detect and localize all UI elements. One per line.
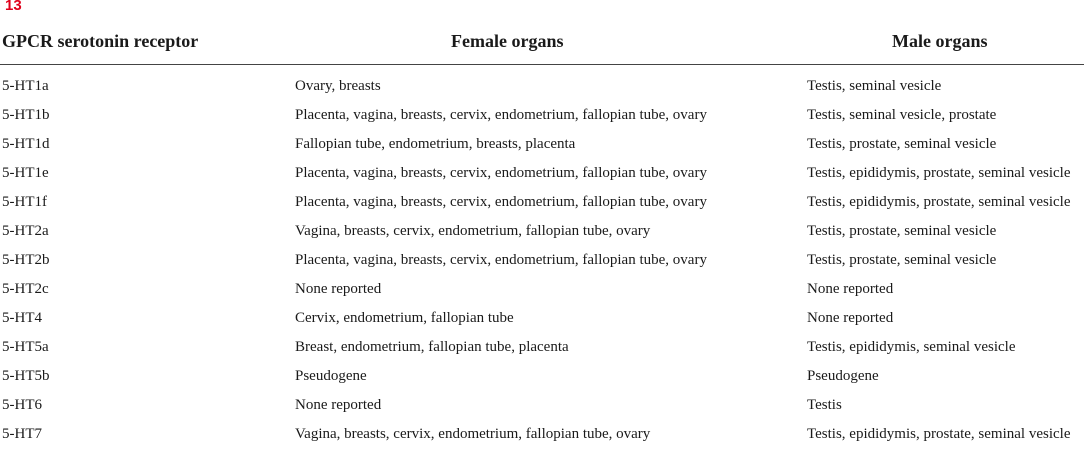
cell-female-organs: Fallopian tube, endometrium, breasts, placenta — [295, 136, 576, 152]
cell-male-organs: Testis — [807, 397, 842, 413]
table-row — [0, 130, 1084, 159]
cell-male-organs: Testis, prostate, seminal vesicle — [807, 223, 997, 239]
table-row — [0, 420, 1084, 449]
cell-male-organs: None reported — [807, 281, 894, 297]
cell-receptor: 5-HT1e — [2, 165, 49, 181]
header-receptor: GPCR serotonin receptor — [2, 31, 199, 51]
table-header — [0, 28, 1084, 65]
cell-female-organs: Placenta, vagina, breasts, cervix, endometrium, fallopian tube, ovary — [295, 107, 707, 123]
cell-receptor: 5-HT5b — [2, 368, 50, 384]
table-row — [0, 101, 1084, 130]
cell-receptor: 5-HT7 — [2, 426, 42, 442]
table-row — [0, 304, 1084, 333]
table-row — [0, 217, 1084, 246]
cell-male-organs: Testis, epididymis, prostate, seminal vesicle — [807, 194, 1071, 210]
cell-receptor: 5-HT5a — [2, 339, 49, 355]
cell-receptor: 5-HT2c — [2, 281, 49, 297]
cell-receptor: 5-HT2b — [2, 252, 50, 268]
cell-female-organs: Placenta, vagina, breasts, cervix, endometrium, fallopian tube, ovary — [295, 194, 707, 210]
table-row — [0, 275, 1084, 304]
table-row — [0, 333, 1084, 362]
table-row — [0, 159, 1084, 188]
table-row — [0, 188, 1084, 217]
cell-male-organs: Testis, epididymis, seminal vesicle — [807, 339, 1016, 355]
cell-receptor: 5-HT1b — [2, 107, 50, 123]
table-row — [0, 362, 1084, 391]
cell-male-organs: Testis, prostate, seminal vesicle — [807, 252, 997, 268]
cell-female-organs: Pseudogene — [295, 368, 367, 384]
header-male-organs: Male organs — [892, 31, 988, 51]
cell-female-organs: Vagina, breasts, cervix, endometrium, fallopian tube, ovary — [295, 426, 651, 442]
table-row — [0, 72, 1084, 101]
cell-male-organs: Testis, prostate, seminal vesicle — [807, 136, 997, 152]
table-body — [0, 72, 1084, 449]
cell-receptor: 5-HT1d — [2, 136, 50, 152]
cell-receptor: 5-HT2a — [2, 223, 49, 239]
cell-female-organs: None reported — [295, 281, 382, 297]
cell-female-organs: Vagina, breasts, cervix, endometrium, fallopian tube, ovary — [295, 223, 651, 239]
cell-male-organs: Pseudogene — [807, 368, 879, 384]
cell-female-organs: Placenta, vagina, breasts, cervix, endometrium, fallopian tube, ovary — [295, 165, 707, 181]
header-female-organs: Female organs — [451, 31, 564, 51]
cell-receptor: 5-HT4 — [2, 310, 42, 326]
cell-male-organs: Testis, seminal vesicle — [807, 78, 942, 94]
cell-female-organs: Ovary, breasts — [295, 78, 381, 94]
cell-female-organs: Breast, endometrium, fallopian tube, placenta — [295, 339, 569, 355]
cell-receptor: 5-HT1a — [2, 78, 49, 94]
page-number: 13 — [5, 0, 22, 14]
table-row — [0, 246, 1084, 275]
cell-male-organs: None reported — [807, 310, 894, 326]
cell-male-organs: Testis, seminal vesicle, prostate — [807, 107, 997, 123]
table-row — [0, 391, 1084, 420]
cell-male-organs: Testis, epididymis, prostate, seminal vesicle — [807, 165, 1071, 181]
cell-female-organs: None reported — [295, 397, 382, 413]
cell-receptor: 5-HT1f — [2, 194, 47, 210]
cell-female-organs: Placenta, vagina, breasts, cervix, endometrium, fallopian tube, ovary — [295, 252, 707, 268]
cell-male-organs: Testis, epididymis, prostate, seminal vesicle — [807, 426, 1071, 442]
cell-female-organs: Cervix, endometrium, fallopian tube — [295, 310, 514, 326]
cell-receptor: 5-HT6 — [2, 397, 42, 413]
